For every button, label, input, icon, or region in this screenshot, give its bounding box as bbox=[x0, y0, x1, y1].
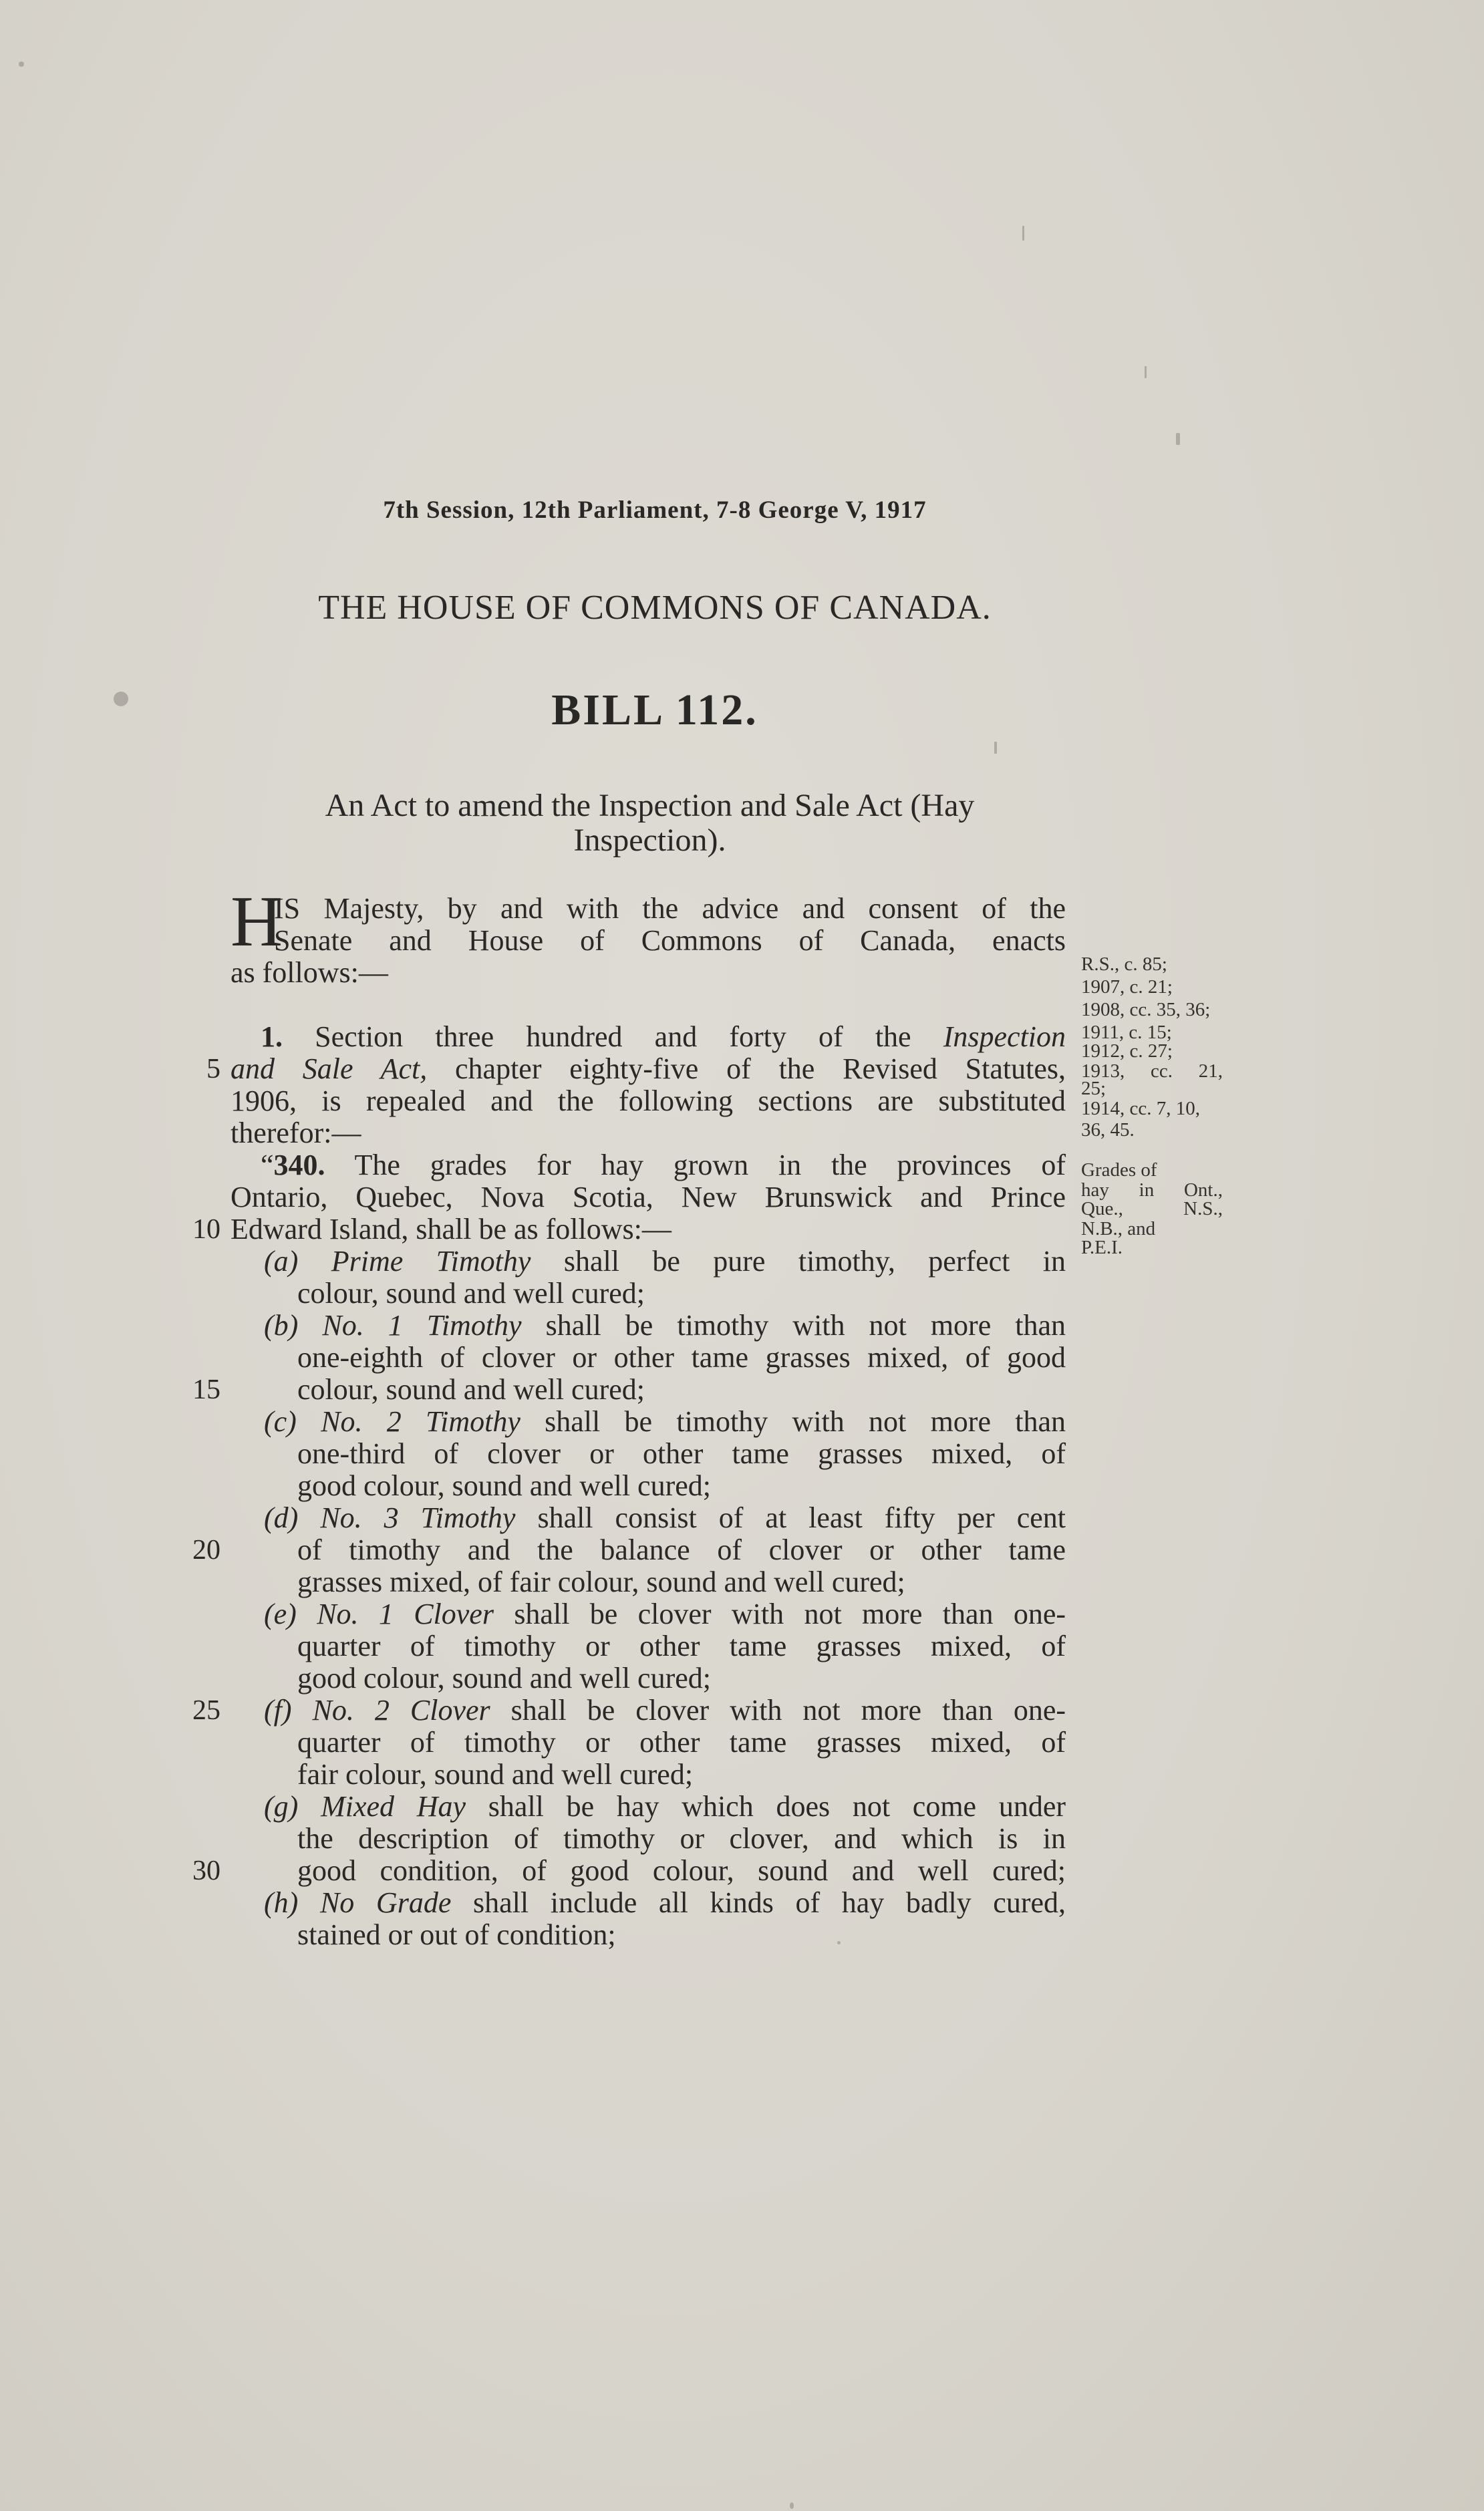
section-1-text-2: chapter eighty-five of the Revised Statutes, bbox=[455, 1052, 1066, 1085]
grade-h-line-2: stained or out of condition; bbox=[297, 1918, 616, 1951]
grade-d-line-1 bbox=[264, 1502, 1066, 1534]
section-340-line-3: Edward Island, shall be as follows:— bbox=[231, 1213, 672, 1245]
section-340-text-1: The grades for hay grown in the provinces of bbox=[354, 1149, 1066, 1181]
margin-note-reference: 36, 45. bbox=[1081, 1119, 1135, 1141]
grade-g-label: (g) bbox=[264, 1790, 299, 1823]
grade-f-label: (f) bbox=[264, 1694, 292, 1727]
margin-note-reference: 1913, cc. 21, bbox=[1081, 1060, 1223, 1082]
grade-c-line-3: good colour, sound and well cured; bbox=[297, 1469, 711, 1502]
paper-speck bbox=[19, 61, 24, 67]
grade-b-line-3: colour, sound and well cured; bbox=[297, 1373, 645, 1406]
grade-c-line-2: one-third of clover or other tame grasses mixed, of bbox=[297, 1437, 1066, 1470]
margin-note-reference: 1912, c. 27; bbox=[1081, 1040, 1173, 1062]
grade-b-name: No. 1 Timothy bbox=[322, 1309, 522, 1342]
grade-e-line-2: quarter of timothy or other tame grasses mixed, of bbox=[297, 1630, 1066, 1662]
section-1-line-3: 1906, is repealed and the following sections are substituted bbox=[231, 1084, 1066, 1117]
preamble-line-1: IS Majesty, by and with the advice and consent of the bbox=[274, 892, 1066, 925]
grade-d-line-2: of timothy and the balance of clover or other tame bbox=[297, 1533, 1066, 1566]
margin-note-grades: P.E.I. bbox=[1081, 1237, 1123, 1258]
section-1-text-1: Section three hundred and forty of the bbox=[315, 1020, 911, 1053]
margin-note-grades: Que., N.S., bbox=[1081, 1198, 1223, 1219]
grade-f-line-2: quarter of timothy or other tame grasses mixed, of bbox=[297, 1726, 1066, 1759]
grade-g-line-1 bbox=[264, 1791, 1066, 1823]
line-number: 25 bbox=[192, 1695, 220, 1726]
grade-h-label: (h) bbox=[264, 1886, 299, 1919]
grade-b-line-2: one-eighth of clover or other tame grasses mixed, of good bbox=[297, 1341, 1066, 1374]
section-1-act-name-2: and Sale Act, bbox=[231, 1052, 428, 1085]
house-title: THE HOUSE OF COMMONS OF CANADA. bbox=[318, 589, 992, 627]
margin-note-grades: N.B., and bbox=[1081, 1218, 1156, 1239]
section-340-line-1 bbox=[261, 1149, 1066, 1181]
section-340-number: 340. bbox=[273, 1149, 325, 1181]
grade-g-name: Mixed Hay bbox=[321, 1790, 466, 1823]
act-title-line-2: Inspection). bbox=[573, 823, 726, 858]
grade-f-text-1: shall be clover with not more than one- bbox=[510, 1694, 1066, 1727]
grade-f-line-1 bbox=[264, 1694, 1066, 1727]
section-1-line-4: therefor:— bbox=[231, 1117, 361, 1149]
margin-note-grades: Grades of bbox=[1081, 1159, 1157, 1181]
grade-c-name: No. 2 Timothy bbox=[321, 1405, 521, 1438]
grade-c-label: (c) bbox=[264, 1405, 297, 1438]
grade-a-line-1 bbox=[264, 1245, 1066, 1278]
grade-a-label: (a) bbox=[264, 1245, 299, 1278]
paper-speck bbox=[1176, 433, 1180, 445]
grade-g-line-3: good condition, of good colour, sound and well cured; bbox=[297, 1854, 1066, 1887]
line-number: 5 bbox=[206, 1054, 220, 1084]
margin-note-grades: hay in Ont., bbox=[1081, 1179, 1223, 1201]
grade-h-text-1: shall include all kinds of hay badly cured, bbox=[473, 1886, 1066, 1919]
grade-e-line-3: good colour, sound and well cured; bbox=[297, 1662, 711, 1694]
grade-a-line-2: colour, sound and well cured; bbox=[297, 1277, 645, 1310]
grade-f-name: No. 2 Clover bbox=[312, 1694, 490, 1727]
session-header: 7th Session, 12th Parliament, 7-8 George V, 1917 bbox=[383, 496, 927, 524]
grade-h-name: No Grade bbox=[319, 1886, 452, 1919]
paper-speck bbox=[790, 2502, 794, 2509]
paper-speck bbox=[994, 742, 997, 754]
preamble-line-3: as follows:— bbox=[231, 956, 388, 989]
margin-note-reference: 25; bbox=[1081, 1078, 1106, 1099]
section-1-line-2 bbox=[231, 1053, 1066, 1085]
grade-e-label: (e) bbox=[264, 1598, 297, 1630]
margin-note-reference: R.S., c. 85; bbox=[1081, 953, 1167, 975]
grade-d-label: (d) bbox=[264, 1501, 299, 1534]
preamble-line-2: Senate and House of Commons of Canada, enacts bbox=[274, 924, 1066, 957]
bill-number: BILL 112. bbox=[551, 686, 758, 734]
grade-b-line-1 bbox=[264, 1310, 1066, 1342]
margin-note-reference: 1907, c. 21; bbox=[1081, 976, 1173, 998]
grade-b-text-1: shall be timothy with not more than bbox=[545, 1309, 1066, 1342]
grade-g-text-1: shall be hay which does not come under bbox=[488, 1790, 1066, 1823]
section-1-number: 1. bbox=[261, 1020, 283, 1053]
grade-e-line-1 bbox=[264, 1598, 1066, 1630]
margin-note-reference: 1914, cc. 7, 10, bbox=[1081, 1098, 1200, 1119]
paper-speck bbox=[1022, 226, 1024, 241]
grade-e-name: No. 1 Clover bbox=[317, 1598, 494, 1630]
act-title bbox=[231, 788, 1069, 858]
grade-d-text-1: shall consist of at least fifty per cent bbox=[537, 1501, 1066, 1534]
line-number: 20 bbox=[192, 1535, 220, 1566]
grade-d-name: No. 3 Timothy bbox=[320, 1501, 516, 1534]
act-title-line-1: An Act to amend the Inspection and Sale Act (Hay bbox=[325, 788, 975, 823]
grade-c-text-1: shall be timothy with not more than bbox=[545, 1405, 1066, 1438]
grade-g-line-2: the description of timothy or clover, and which is in bbox=[297, 1822, 1066, 1855]
line-number: 30 bbox=[192, 1856, 220, 1886]
grade-d-line-3: grasses mixed, of fair colour, sound and well cured; bbox=[297, 1566, 905, 1598]
line-number: 10 bbox=[192, 1214, 220, 1245]
grade-a-text-1: shall be pure timothy, perfect in bbox=[563, 1245, 1066, 1278]
grade-a-name: Prime Timothy bbox=[331, 1245, 531, 1278]
preamble-drop-cap: H bbox=[231, 882, 283, 962]
section-340-open-quote: “ bbox=[261, 1149, 274, 1181]
margin-note-reference: 1911, c. 15; bbox=[1081, 1022, 1172, 1043]
section-1-line-1 bbox=[261, 1021, 1066, 1053]
section-1-act-name-1: Inspection bbox=[943, 1020, 1066, 1053]
paper-speck bbox=[114, 692, 128, 706]
grade-f-line-3: fair colour, sound and well cured; bbox=[297, 1758, 694, 1791]
line-number: 15 bbox=[192, 1374, 220, 1405]
margin-note-reference: 1908, cc. 35, 36; bbox=[1081, 999, 1211, 1020]
grade-b-label: (b) bbox=[264, 1309, 299, 1342]
grade-c-line-1 bbox=[264, 1406, 1066, 1438]
paper-speck bbox=[1145, 366, 1147, 378]
grade-e-text-1: shall be clover with not more than one- bbox=[514, 1598, 1066, 1630]
section-340-line-2: Ontario, Quebec, Nova Scotia, New Brunswick and Prince bbox=[231, 1181, 1066, 1213]
grade-h-line-1 bbox=[264, 1887, 1066, 1919]
